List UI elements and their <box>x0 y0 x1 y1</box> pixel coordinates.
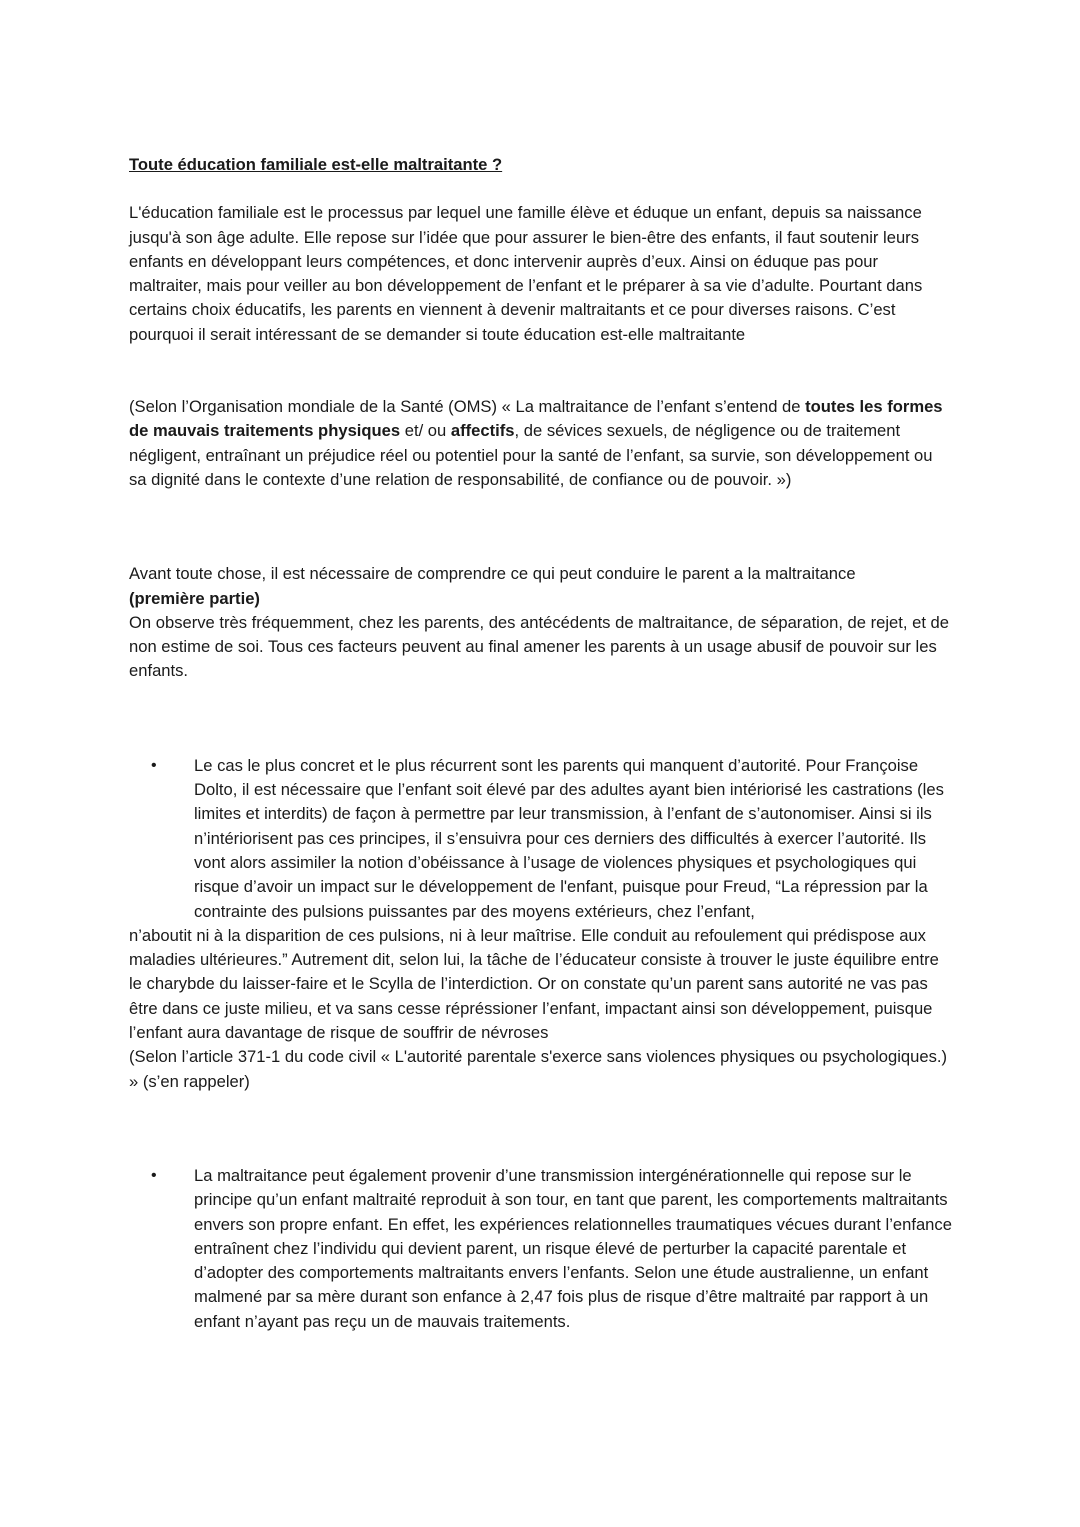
bullet-item-transmission <box>129 1164 953 1334</box>
part1-observe: On observe très fréquemment, chez les parents, des antécédents de maltraitance, de séparation, de rejet, et de non estime de soi. Tous ces facteurs peuvent au final amener les parents à un usage abusif de pouvoir sur les enfants. <box>129 612 950 681</box>
intro-paragraph: L'éducation familiale est le processus par lequel une famille élève et éduque un enfant, depuis sa naissance jusqu'à son âge adulte. Elle repose sur l’idée que pour assurer le bien-être des enfants, il faut soutenir leurs enfants en développant leurs compétences, et donc intervenir auprès d’eux. Ainsi on éduque pas pour maltraiter, mais pour veiller au bon développement de l’enfant et le préparer à sa vie d’adulte. Pourtant dans certains choix éducatifs, les parents en viennent à devenir maltraitants et ce pour diverses raisons. C’est pourquoi il serait intéressant de se demander si toute éducation est-elle maltraitante <box>129 203 923 344</box>
bullet-item-authority <box>129 754 953 924</box>
freud-continuation: n’aboutit ni à la disparition de ces pulsions, ni à leur maîtrise. Elle conduit au refoulement qui prédispose aux maladies ultérieures.” Autrement dit, selon lui, la tâche de l’éducateur consiste à trouver le juste équilibre entre le charybde du laisser-faire et le Scylla de l’interdiction. Or on constate qu’un parent sans autorité ne vas pas être dans ce juste milieu, et va sans cesse répréssioner l’enfant, impactant ainsi son développement, puisque l’enfant aura davantage de risque de souffrir de névroses <box>129 925 939 1043</box>
document-title: Toute éducation familiale est-elle maltraitante ? <box>129 155 503 174</box>
oms-definition: (Selon l’Organisation mondiale de la Santé (OMS) « La maltraitance de l’enfant s’entend de toutes les formes de mauvais traitements physiques et/ ou affectifs, de sévices sexuels, de négligence ou de traitement négligent, entraînant un préjudice réel ou potentiel pour la santé de l’enfant, sa survie, son développement ou sa dignité dans le contexte d’une relation de responsabilité, de confiance ou de pouvoir. ») <box>129 397 943 489</box>
oms-bold-2: affectifs <box>450 421 515 441</box>
oms-bold-1: toutes les formes de mauvais traitements physiques <box>129 397 943 441</box>
bullet-text-authority: Le cas le plus concret et le plus récurrent sont les parents qui manquent d’autorité. Pour Françoise Dolto, il est nécessaire que l’enfant soit élevé par des adultes ayant bien intériorisé les castrations (les limites et interdits) de façon à permettre par leur transmission, à l’enfant de s’autonomiser. Ainsi si ils n’intériorisent pas ces principes, il s’ensuivra pour ces derniers des difficultés à exercer l’autorité. Ils vont alors assimiler la notion d’obéissance à l’usage de violences physiques et psychologiques qui risque d’avoir un impact sur le développement de l'enfant, puisque pour Freud, “La répression par la contrainte des pulsions puissantes par des moyens extérieurs, chez l’enfant, <box>194 755 944 921</box>
part1-lead: Avant toute chose, il est nécessaire de comprendre ce qui peut conduire le parent a la maltraitance <box>129 564 856 584</box>
bullet-text-transmission: La maltraitance peut également provenir d’une transmission intergénérationnelle qui repose sur le principe qu’un enfant maltraité reproduit à son tour, en tant que parent, les comportements maltraitants envers son propre enfant. En effet, les expériences relationnelles traumatiques vécues durant l’enfance entraînent chez l’individu qui devient parent, un risque élevé de perturber la capacité parentale et d’adopter des comportements maltraitants envers l’enfants. Selon une étude australienne, un enfant malmené par sa mère durant son enfance à 2,47 fois plus de risque d’être maltraité par rapport à un enfant n’ayant pas reçu un de mauvais traitements. <box>194 1165 952 1331</box>
civil-code-note: (Selon l’article 371-1 du code civil « L'autorité parentale s'exerce sans violences physiques ou psychologiques.) » (s’en rappeler) <box>129 1047 948 1091</box>
document-page <box>129 153 953 1334</box>
bullet-icon: • <box>151 1166 157 1184</box>
part1-label: (première partie) <box>129 588 260 608</box>
bullet-icon: • <box>151 756 157 774</box>
